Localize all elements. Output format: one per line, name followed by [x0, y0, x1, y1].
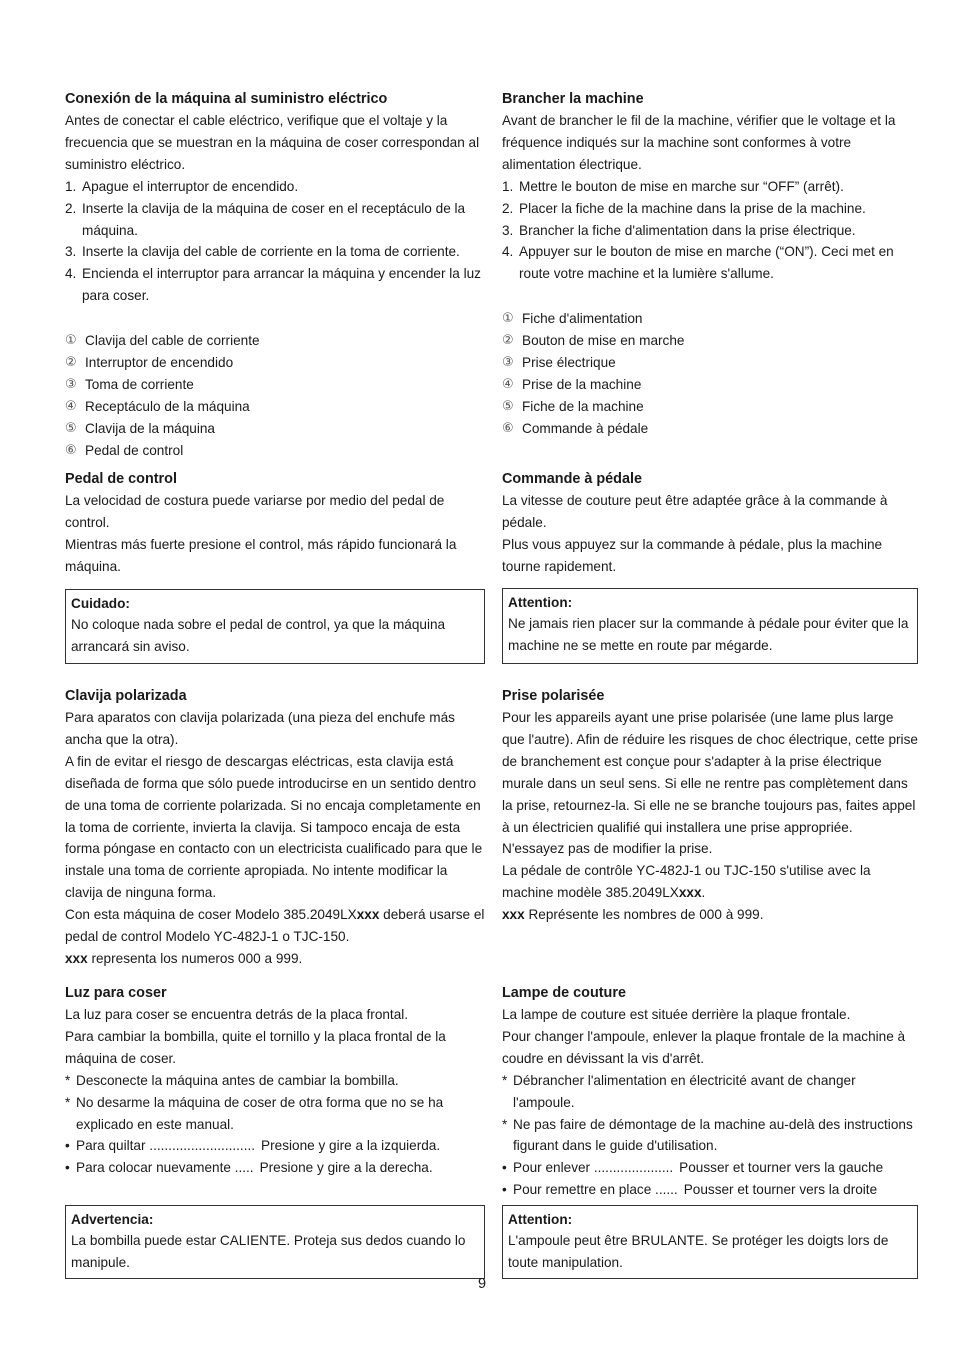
part-item: ③ Toma de corriente: [65, 376, 194, 392]
paragraph: Para aparatos con clavija polarizada (una pieza del enchufe más ancha que la otra).: [65, 710, 455, 747]
paragraph: Mientras más fuerte presione el control, más rápido funcionará la máquina.: [65, 536, 457, 574]
step-item: 4. Appuyer sur le bouton de mise en marche (“ON”). Ceci met en route votre machine et la lumière s'allume.: [502, 244, 894, 282]
section-clavija: [65, 685, 485, 970]
paragraph: Pour les appareils ayant une prise polarisée (une lame plus large que l'autre). Afin de réduire les risques de choc électrique, cette prise de branchement est conçue pour s'adapter à la prise électrique murale dans un seul sens. Si elle ne rentre pas complètement dans la prise, retournez-la. Si elle ne se branche toujours pas, faites appel à un électricien qualifié qui installera une prise appropriée. N'essayez pas de modifier la prise.: [502, 710, 918, 857]
note-item: • Para colocar nuevamente ..... Presione y gire a la derecha.: [65, 1160, 433, 1176]
warning-box: [65, 1205, 485, 1279]
paragraph: La lampe de couture est située derrière la plaque frontale.: [502, 1007, 851, 1022]
attention-box: [502, 1205, 918, 1279]
caution-text: No coloque nada sobre el pedal de control, ya que la máquina arrancará sin aviso.: [71, 617, 446, 654]
step-item: 3. Inserte la clavija del cable de corriente en la toma de corriente.: [65, 244, 460, 260]
paragraph: Para cambiar la bombilla, quite el tornillo y la placa frontal de la máquina de coser.: [65, 1028, 446, 1066]
attention-box: [502, 588, 918, 664]
notes-list: [502, 1070, 918, 1201]
paragraph: A fin de evitar el riesgo de descargas eléctricas, esta clavija está diseñada de forma que sólo puede introducirse en un sentido dentro de una toma de corriente polarizada. Si no encaja completamente en la toma de corriente, invierta la clavija. Si tampoco encaja de esta forma póngase en contacto con un electricista cualificado para que le instale una toma de corriente apropiada. No intente modificar la clavija de ninguna forma.: [65, 753, 483, 901]
part-item: ③ Prise électrique: [502, 354, 616, 370]
part-item: ② Interruptor de encendido: [65, 354, 234, 370]
attention-title: Attention:: [508, 1212, 573, 1227]
step-item: 2. Placer la fiche de la machine dans la prise de la machine.: [502, 200, 866, 216]
part-item: ② Bouton de mise en marche: [502, 332, 685, 348]
step-item: 1. Apague el interruptor de encendido.: [65, 178, 299, 194]
paragraph: La pédale de contrôle YC-482J-1 ou TJC-150 s'utilise avec la machine modèle 385.2049LXxxx.: [502, 863, 871, 901]
part-item: ④ Receptáculo de la máquina: [65, 398, 250, 414]
section-title: Brancher la machine: [502, 91, 644, 107]
step-item: 4. Encienda el interruptor para arrancar la máquina y encender la luz para coser.: [65, 266, 481, 304]
note-item: * No desarme la máquina de coser de otra forma que no se ha explicado en este manual.: [65, 1094, 444, 1132]
steps-list: [502, 176, 918, 286]
step-item: 1. Mettre le bouton de mise en marche sur “OFF” (arrêt).: [502, 178, 844, 194]
section-title: Luz para coser: [65, 985, 167, 1001]
parts-list: [502, 308, 918, 439]
caution-title: Cuidado:: [71, 596, 130, 611]
step-item: 2. Inserte la clavija de la máquina de coser en el receptáculo de la máquina.: [65, 200, 466, 238]
part-item: ⑥ Pedal de control: [65, 442, 184, 458]
part-item: ① Fiche d'alimentation: [502, 311, 643, 326]
attention-text: Ne jamais rien placer sur la commande à pédale pour éviter que la machine ne se mette en route par mégarde.: [508, 616, 909, 653]
part-item: ⑤ Clavija de la máquina: [65, 420, 215, 436]
section-title: Prise polarisée: [502, 688, 605, 704]
intro-text: Antes de conectar el cable eléctrico, verifique que el voltaje y la frecuencia que se muestran en la máquina de coser correspondan al suministro eléctrico.: [65, 113, 480, 172]
section-pedal: [65, 468, 485, 578]
section-conexion: [65, 88, 485, 307]
warning-title: Advertencia:: [71, 1212, 154, 1227]
section-prise: [502, 685, 918, 926]
intro-text: Avant de brancher le fil de la machine, vérifier que le voltage et la fréquence indiqués sur la machine sont conformes à votre alimentation électrique.: [502, 113, 896, 172]
caution-box: [65, 589, 485, 664]
page-number: 9: [478, 1276, 487, 1292]
section-title: Commande à pédale: [502, 471, 642, 487]
section-title: Conexión de la máquina al suministro eléctrico: [65, 91, 388, 107]
note-item: * Desconecte la máquina antes de cambiar la bombilla.: [65, 1072, 399, 1088]
part-item: ⑥ Commande à pédale: [502, 420, 649, 436]
attention-text: L'ampoule peut être BRULANTE. Se protéger les doigts lors de toute manipulation.: [508, 1233, 889, 1270]
section-lampe: [502, 982, 918, 1201]
paragraph: Con esta máquina de coser Modelo 385.2049LXxxx deberá usarse el pedal de control Modelo YC-482J-1 o TJC-150.: [65, 907, 485, 945]
paragraph: Plus vous appuyez sur la commande à pédale, plus la machine tourne rapidement.: [502, 536, 883, 574]
note-item: * Ne pas faire de démontage de la machine au-delà des instructions figurant dans le guide d'utilisation.: [502, 1116, 913, 1154]
section-brancher: [502, 88, 918, 285]
part-item: ⑤ Fiche de la machine: [502, 398, 644, 414]
notes-list: [65, 1070, 485, 1180]
section-title: Pedal de control: [65, 471, 177, 487]
paragraph: La velocidad de costura puede variarse por medio del pedal de control.: [65, 493, 445, 530]
part-item: ④ Prise de la machine: [502, 376, 642, 392]
attention-title: Attention:: [508, 595, 573, 610]
note-item: • Pour enlever ..................... Pousser et tourner vers la gauche: [502, 1160, 884, 1176]
part-item: ① Clavija del cable de corriente: [65, 333, 260, 348]
section-luz: [65, 982, 485, 1179]
paragraph: xxx Représente les nombres de 000 à 999.: [502, 907, 764, 923]
paragraph: Pour changer l'ampoule, enlever la plaque frontale de la machine à coudre en dévissant la vis d'arrêt.: [502, 1028, 906, 1066]
note-item: • Pour remettre en place ...... Pousser et tourner vers la droite: [502, 1182, 878, 1198]
note-item: • Para quiltar ............................ Presione y gire a la izquierda.: [65, 1138, 441, 1154]
step-item: 3. Brancher la fiche d'alimentation dans la prise électrique.: [502, 222, 856, 238]
paragraph: La luz para coser se encuentra detrás de la placa frontal.: [65, 1007, 409, 1022]
steps-list: [65, 176, 485, 307]
section-title: Clavija polarizada: [65, 688, 187, 704]
paragraph: xxx representa los numeros 000 a 999.: [65, 950, 303, 966]
warning-text: La bombilla puede estar CALIENTE. Proteja sus dedos cuando lo manipule.: [71, 1233, 466, 1270]
section-title: Lampe de couture: [502, 985, 626, 1001]
paragraph: La vitesse de couture peut être adaptée grâce à la commande à pédale.: [502, 493, 888, 530]
note-item: * Débrancher l'alimentation en électricité avant de changer l'ampoule.: [502, 1072, 856, 1110]
parts-list: [65, 330, 485, 461]
section-commande: [502, 468, 918, 578]
